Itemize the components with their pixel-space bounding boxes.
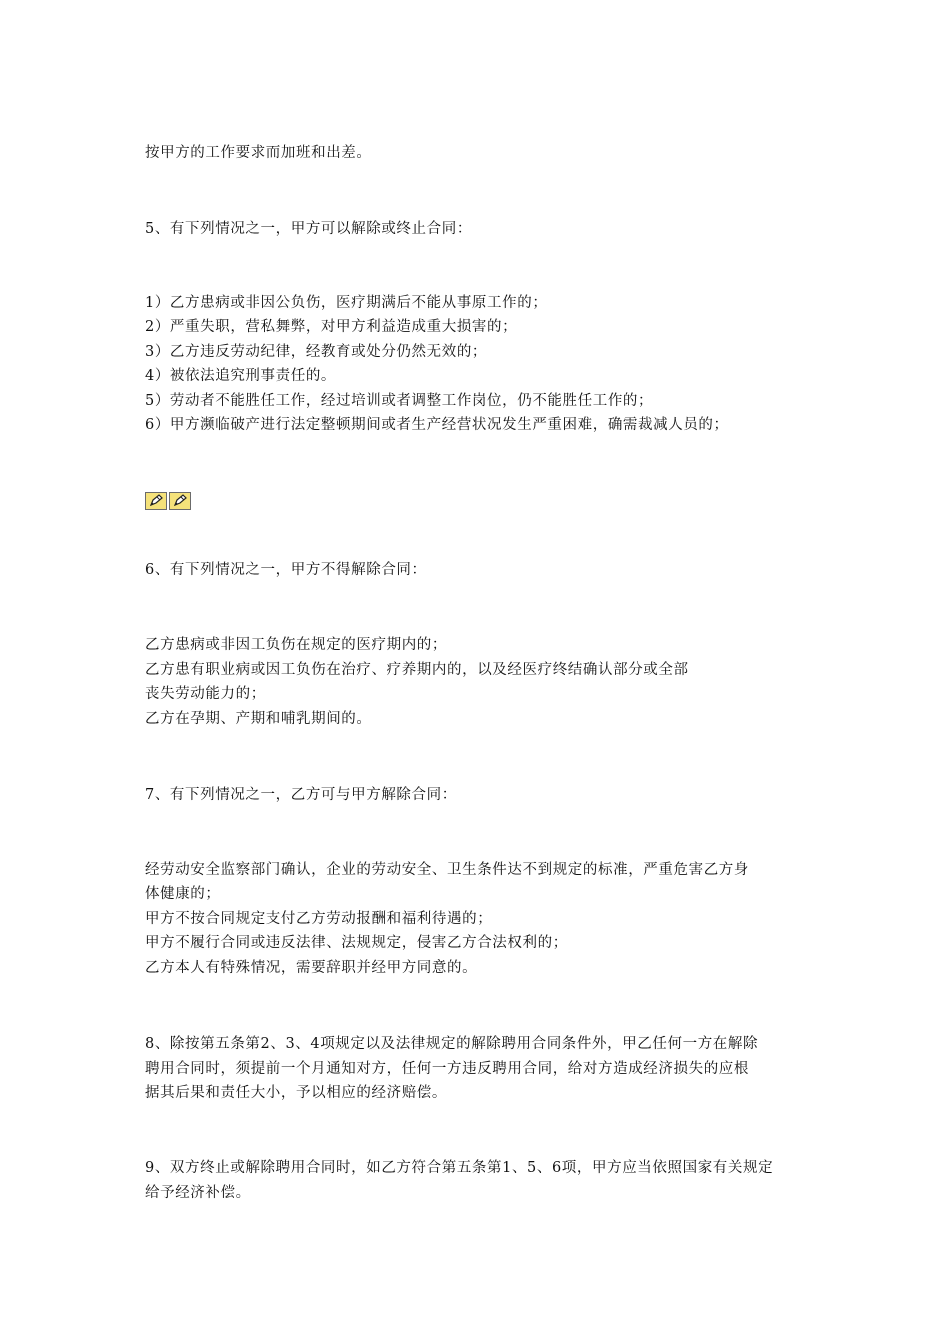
list-item: 经劳动安全监察部门确认，企业的劳动安全、卫生条件达不到规定的标准，严重危害乙方身 xyxy=(145,861,749,878)
section-9-line: 给予经济补偿。 xyxy=(145,1184,251,1201)
list-item: 3）乙方违反劳动纪律，经教育或处分仍然无效的； xyxy=(145,343,488,360)
list-item: 5）劳动者不能胜任工作，经过培训或者调整工作岗位，仍不能胜任工作的； xyxy=(145,392,654,409)
list-item: 乙方在孕期、产期和哺乳期间的。 xyxy=(145,710,372,727)
list-item: 乙方患病或非因工负伤在规定的医疗期内的； xyxy=(145,636,447,653)
section-5-heading: 5、有下列情况之一，甲方可以解除或终止合同： xyxy=(145,220,472,237)
list-item: 乙方患有职业病或因工负伤在治疗、疗养期内的，以及经医疗终结确认部分或全部 xyxy=(145,661,689,678)
list-item: 6）甲方濒临破产进行法定整顿期间或者生产经营状况发生严重困难，确需裁减人员的； xyxy=(145,416,729,433)
list-item: 1）乙方患病或非因公负伤，医疗期满后不能从事原工作的； xyxy=(145,294,548,311)
section-7-heading: 7、有下列情况之一，乙方可与甲方解除合同： xyxy=(145,786,457,803)
pencil-icon xyxy=(145,492,167,510)
section-6-heading: 6、有下列情况之一，甲方不得解除合同： xyxy=(145,561,427,578)
list-item: 甲方不按合同规定支付乙方劳动报酬和福利待遇的； xyxy=(145,910,493,927)
embedded-icons xyxy=(145,492,191,510)
section-9-line: 9、双方终止或解除聘用合同时，如乙方符合第五条第1、5、6项，甲方应当依照国家有关规定 xyxy=(145,1159,774,1176)
pencil-icon xyxy=(169,492,191,510)
list-item: 丧失劳动能力的； xyxy=(145,685,266,702)
text-line: 按甲方的工作要求而加班和出差。 xyxy=(145,144,372,161)
section-8-line: 据其后果和责任大小，予以相应的经济赔偿。 xyxy=(145,1084,447,1101)
list-item: 甲方不履行合同或违反法律、法规规定，侵害乙方合法权利的； xyxy=(145,934,568,951)
list-item: 体健康的； xyxy=(145,885,221,902)
list-item: 2）严重失职，营私舞弊，对甲方利益造成重大损害的； xyxy=(145,318,518,335)
list-item: 乙方本人有特殊情况，需要辞职并经甲方同意的。 xyxy=(145,959,478,976)
section-8-line: 聘用合同时，须提前一个月通知对方，任何一方违反聘用合同，给对方造成经济损失的应根 xyxy=(145,1060,749,1077)
list-item: 4）被依法追究刑事责任的。 xyxy=(145,367,337,384)
section-8-line: 8、除按第五条第2、3、4项规定以及法律规定的解除聘用合同条件外，甲乙任何一方在解除 xyxy=(145,1035,759,1052)
